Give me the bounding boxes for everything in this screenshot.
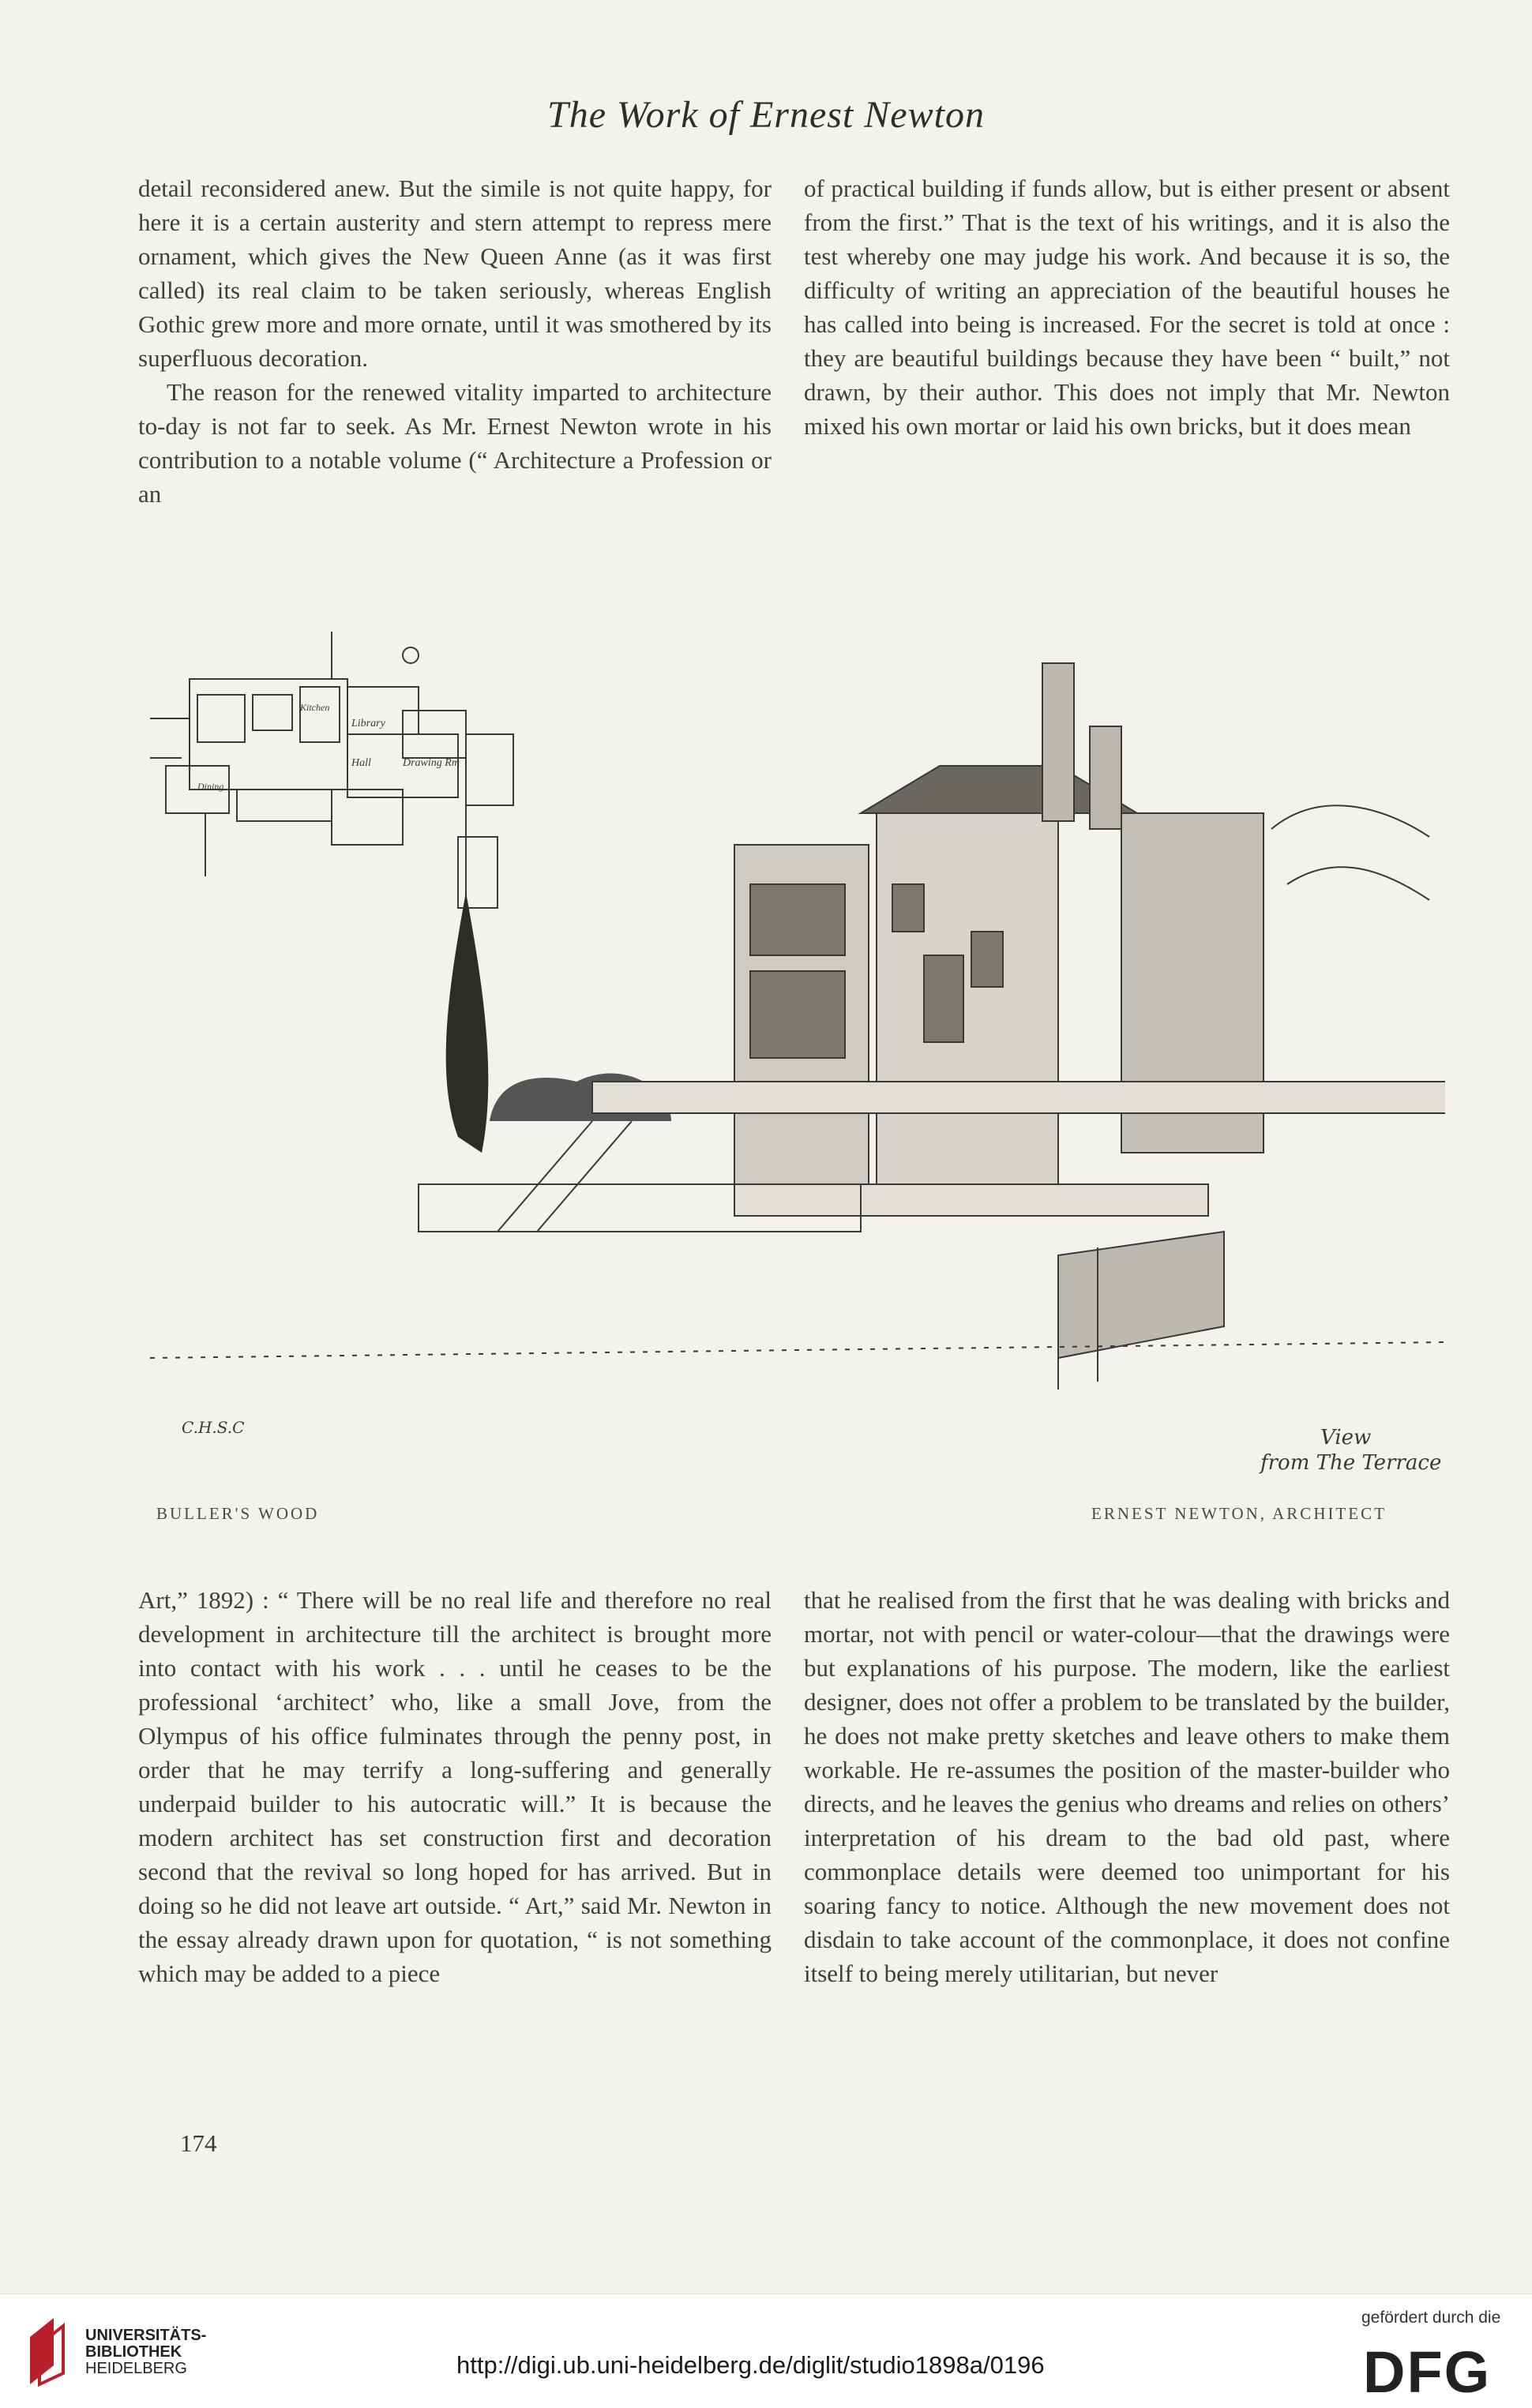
top-left-column — [138, 171, 772, 511]
caption-building: BULLER'S WOOD — [156, 1504, 320, 1523]
page-number: 174 — [180, 2129, 217, 2157]
paragraph: Art,” 1892) : “ There will be no real life and therefore no real development in architecture till the architect is brought more into contact with his work . . . until he ceases to be the professional ‘architect’ who, like a small Jove, from the Olympus of his office fulminates through the penny post, in order that he may terrify a long-suffering and generally underpaid builder to his autocratic will.” It is because the modern architect has set construction first and decoration second that the revival so long hoped for has arrived. But in doing so he did not leave art outside. “ Art,” said Mr. Newton in the essay already drawn upon for quotation, “ is not something which may be added to a piece — [138, 1586, 772, 1987]
sketch-note-view: View — [1320, 1426, 1372, 1450]
plan-label-kitchen: Kitchen — [300, 702, 330, 713]
house — [734, 663, 1264, 1200]
plan-label-hall: Hall — [351, 757, 371, 769]
conifer-tree — [446, 892, 489, 1153]
house-sketch — [150, 632, 1445, 1492]
artist-monogram: C.H.S.C — [182, 1418, 245, 1437]
plan-label-drawing: Drawing Rm — [403, 757, 460, 769]
paragraph: of practical building if funds allow, but is either present or absent from the first.” That is the text of his writings, and it is also the test whereby one may judge his work. And because it is so, the difficulty of writing an appreciation of the beautiful houses he has called into being is increased. For the secret is told at once : they are beautiful buildings because they have been “ built,” not drawn, by their author. This does not imply that Mr. Newton mixed his own mortar or laid his own bricks, but it does mean — [804, 174, 1450, 440]
paragraph: that he realised from the first that he was dealing with bricks and mortar, not with pencil or water-colour—that the drawings were but explanations of his purpose. The modern, like the earliest designer, does not offer a problem to be translated by the builder, he does not make pretty sketches and leave others to make them workable. He re-assumes the position of the master-builder who directs, and he leaves the genius who dreams and relies on others’ interpretation of his dream to the bad old past, where commonplace details were deemed too unimportant for his soaring fancy to notice. Although the new movement does not disdain to take account of the commonplace, it does not confine itself to being merely utilitarian, but never — [804, 1586, 1450, 1987]
bottom-right-column — [804, 1583, 1450, 1990]
library-name-line3: HEIDELBERG — [85, 2360, 187, 2377]
funding-note: gefördert durch die — [1361, 2309, 1501, 2327]
library-name-line1: UNIVERSITÄTS- — [85, 2327, 207, 2344]
dfg-logo: DFG — [1363, 2339, 1492, 2405]
caption-architect: ERNEST NEWTON, ARCHITECT — [1091, 1504, 1387, 1523]
plan-label-dining: Dining — [197, 781, 224, 792]
house-illustration — [150, 632, 1445, 1492]
permalink-url[interactable]: http://digi.ub.uni-heidelberg.de/diglit/studio1898a/0196 — [456, 2351, 1045, 2379]
library-name — [85, 2327, 206, 2377]
library-name-line2: BIBLIOTHEK — [85, 2343, 182, 2361]
floor-plan — [150, 632, 513, 908]
running-head: The Work of Ernest Newton — [547, 94, 985, 136]
bottom-left-column — [138, 1583, 772, 1990]
sketch-note-from: from The Terrace — [1260, 1451, 1442, 1475]
digitization-footer — [0, 2294, 1532, 2408]
library-logo-icon — [22, 2313, 77, 2389]
plan-label-library: Library — [351, 718, 385, 730]
paragraph: detail reconsidered anew. But the simile is not quite happy, for here it is a certain austerity and stern attempt to repress mere ornament, which gives the New Queen Anne (as it was first called) its real claim to be taken seriously, whereas English Gothic grew more and more ornate, until it was smothered by its superfluous decoration. — [138, 174, 772, 372]
paragraph: The reason for the renewed vitality imparted to architecture to-day is not far to seek. As Mr. Ernest Newton wrote in his contribution to a notable volume (“ Architecture a Profession or an — [138, 378, 772, 508]
garden-bench — [1058, 1232, 1224, 1390]
top-right-column — [804, 171, 1450, 443]
